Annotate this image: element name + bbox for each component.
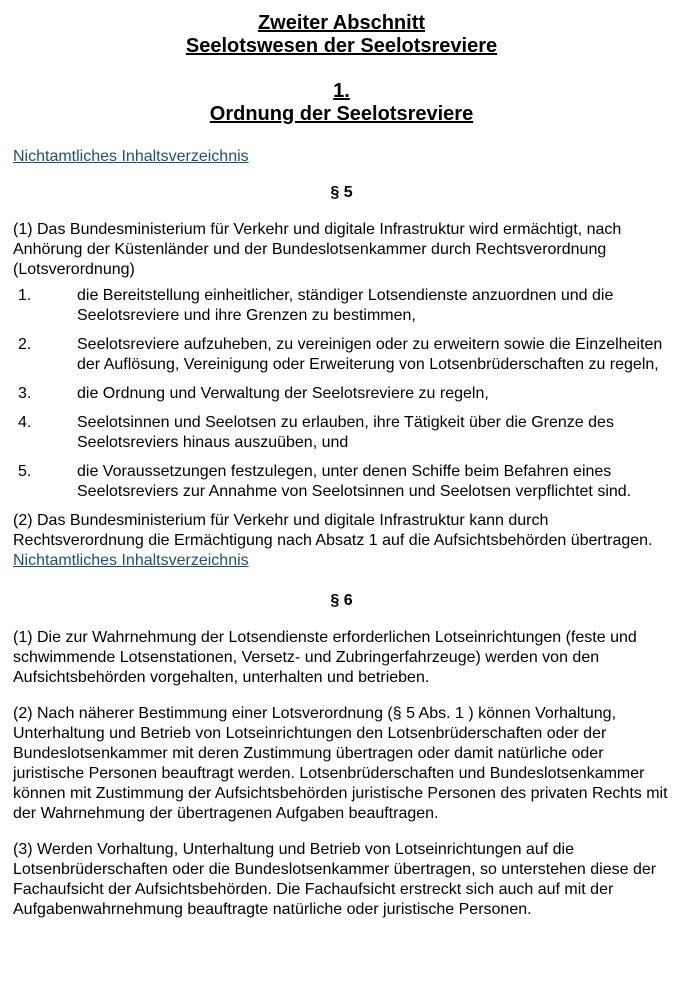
list-item-number: 1. — [18, 287, 32, 304]
list-item-text: die Ordnung und Verwaltung der Seelotsreviere zu regeln, — [77, 385, 489, 402]
paragraph-6-title: § 6 — [330, 592, 353, 609]
list-item-text: Seelotsreviere aufzuheben, zu vereinigen oder zu erweitern sowie die Einzelheiten der Auflösung, Vereinigung oder Erweiterung von Lotsenbrüderschaften zu regeln, — [77, 336, 663, 373]
section-title-line1: Zweiter Abschnitt — [257, 12, 426, 34]
paragraph-5-title: § 5 — [330, 184, 353, 201]
paragraph-5-list — [13, 286, 670, 502]
paragraph-6-absatz-1: (1) Die zur Wahrnehmung der Lotsendienste erforderlichen Lotseinrichtungen (feste und schwimmende Lotsenstationen, Versetz- und Zubringerfahrzeuge) werden von den Aufsichtsbehörden vorgehalten, unterhalten und betrieben. — [13, 629, 637, 686]
list-item-number: 5. — [18, 463, 32, 480]
paragraph-5-absatz-2: (2) Das Bundesministerium für Verkehr und digitale Infrastruktur kann durch Rechtsverordnung die Ermächtigung nach Absatz 1 auf die Aufsichtsbehörden übertragen. — [13, 512, 653, 549]
list-item-number: 4. — [18, 414, 32, 431]
list-item — [13, 335, 670, 375]
subsection-number: 1. — [333, 80, 350, 102]
list-item — [13, 286, 670, 326]
list-item-text: die Bereitstellung einheitlicher, ständiger Lotsendienste anzuordnen und die Seelotsreviere und ihre Grenzen zu bestimmen, — [77, 287, 614, 324]
paragraph-6-absatz-2: (2) Nach näherer Bestimmung einer Lotsverordnung (§ 5 Abs. 1 ) können Vorhaltung, Unterhaltung und Betrieb von Lotseinrichtungen den Lotsenbrüderschaften oder der Bundeslotsenkammer mit deren Zustimmung übertragen oder damit natürliche oder juristische Personen beauftragt werden. Lotsenbrüderschaften und Bundeslotsenkammer können mit Zustimmung der Aufsichtsbehörden juristische Personen des privaten Rechts mit der Wahrnehmung der übertragenen Aufgaben beauftragen. — [13, 705, 668, 822]
section-title-line2: Seelotswesen der Seelotsreviere — [185, 35, 498, 57]
section-heading — [13, 12, 670, 58]
list-item-text: die Voraussetzungen festzulegen, unter denen Schiffe beim Befahren eines Seelotsreviers zur Annahme von Seelotsinnen und Seelotsen verpflichtet sind. — [77, 463, 632, 500]
subsection-title: Ordnung der Seelotsreviere — [209, 103, 474, 125]
paragraph-5-absatz-1: (1) Das Bundesministerium für Verkehr und digitale Infrastruktur wird ermächtigt, nach Anhörung der Küstenländer und der Bundeslotsenkammer durch Rechtsverordnung (Lotsverordnung) — [13, 221, 622, 278]
list-item — [13, 413, 670, 453]
list-item — [13, 384, 670, 404]
toc-link-2[interactable]: Nichtamtliches Inhaltsverzeichnis — [13, 552, 249, 569]
toc-link-1[interactable]: Nichtamtliches Inhaltsverzeichnis — [13, 148, 249, 165]
list-item-number: 2. — [18, 336, 32, 353]
paragraph-6-absatz-3: (3) Werden Vorhaltung, Unterhaltung und Betrieb von Lotseinrichtungen auf die Lotsenbrüderschaften oder die Bundeslotsenkammer übertragen, so unterstehen diese der Fachaufsicht der Aufsichtsbehörden. Die Fachaufsicht erstreckt sich auch auf mit der Aufgabenwahrnehmung beauftragte natürliche oder juristische Personen. — [13, 841, 657, 918]
list-item — [13, 462, 670, 502]
subsection-heading — [13, 80, 670, 126]
list-item-text: Seelotsinnen und Seelotsen zu erlauben, ihre Tätigkeit über die Grenze des Seelotsreviers hinaus auszuüben, und — [77, 414, 614, 451]
list-item-number: 3. — [18, 385, 32, 402]
